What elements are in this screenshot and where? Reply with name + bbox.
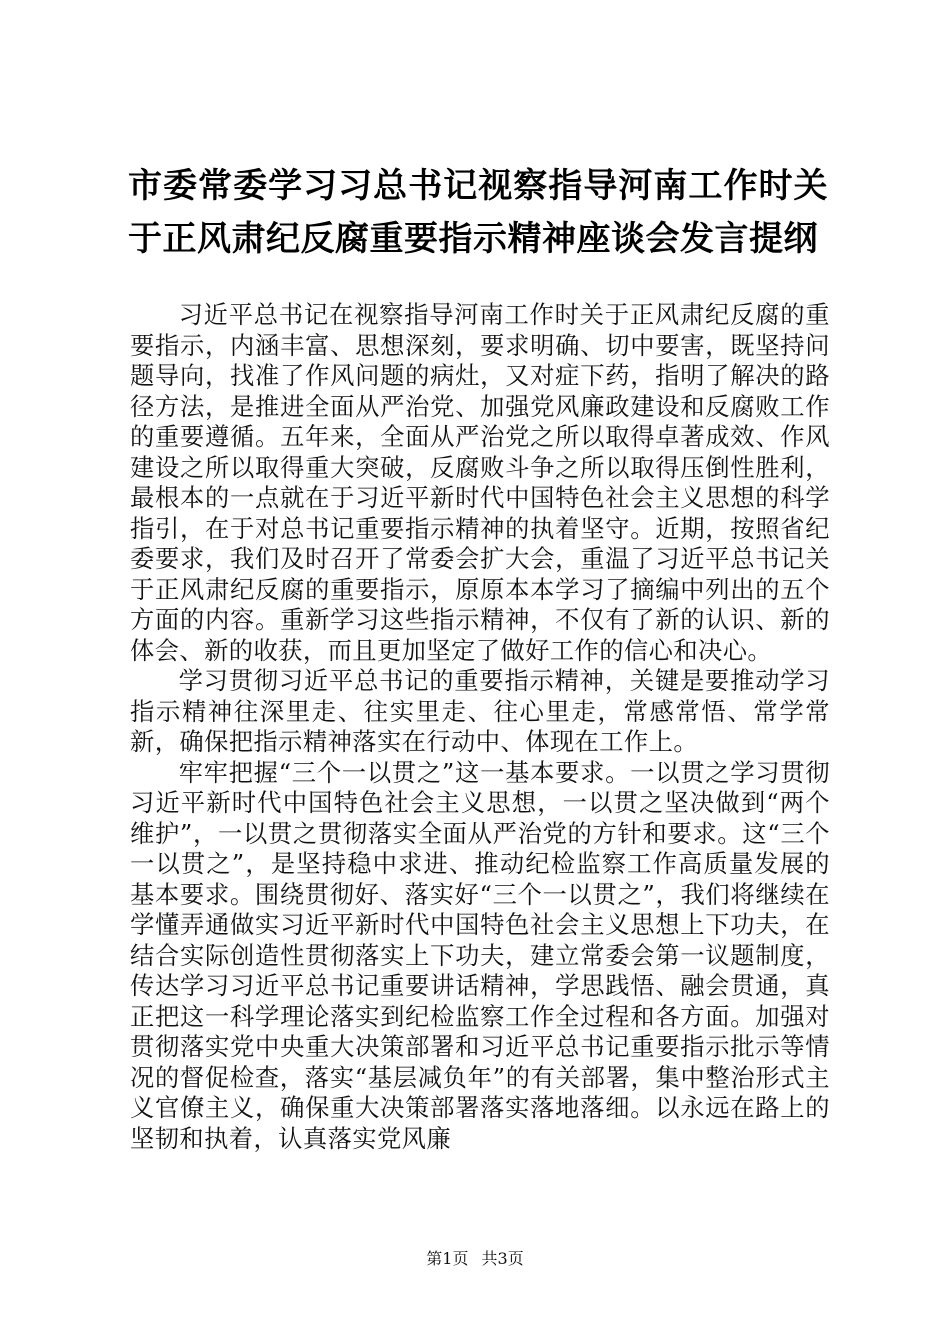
document-body [130, 300, 830, 1154]
document-title: 市委常委学习习总书记视察指导河南工作时关于正风肃纪反腐重要指示精神座谈会发言提纲 [128, 166, 828, 259]
paragraph-2: 学习贯彻习近平总书记的重要指示精神，关键是要推动学习指示精神往深里走、往实里走、往心里走，常感常悟、常学常新，确保把指示精神落实在行动中、体现在工作上。 [130, 666, 830, 756]
page-number: 第1页 [426, 1249, 469, 1268]
paragraph-1: 习近平总书记在视察指导河南工作时关于正风肃纪反腐的重要指示，内涵丰富、思想深刻，要求明确、切中要害，既坚持问题导向，找准了作风问题的病灶，又对症下药，指明了解决的路径方法，是推进全面从严治党、加强党风廉政建设和反腐败工作的重要遵循。五年来，全面从严治党之所以取得卓著成效、作风建设之所以取得重大突破，反腐败斗争之所以取得压倒性胜利，最根本的一点就在于习近平新时代中国特色社会主义思想的科学指引，在于对总书记重要指示精神的执着坚守。近期，按照省纪委要求，我们及时召开了常委会扩大会，重温了习近平总书记关于正风肃纪反腐的重要指示，原原本本学习了摘编中列出的五个方面的内容。重新学习这些指示精神，不仅有了新的认识、新的体会、新的收获，而且更加坚定了做好工作的信心和决心。 [130, 300, 830, 665]
page-footer [0, 1246, 950, 1269]
paragraph-3: 牢牢把握“三个一以贯之”这一基本要求。一以贯之学习贯彻习近平新时代中国特色社会主义思想，一以贯之坚决做到“两个维护”，一以贯之贯彻落实全面从严治党的方针和要求。这“三个一以贯之”，是坚持稳中求进、推动纪检监察工作高质量发展的基本要求。围绕贯彻好、落实好“三个一以贯之”，我们将继续在学懂弄通做实习近平新时代中国特色社会主义思想上下功夫，在结合实际创造性贯彻落实上下功夫，建立常委会第一议题制度，传达学习习近平总书记重要讲话精神，学思践悟、融会贯通，真正把这一科学理论落实到纪检监察工作全过程和各方面。加强对贯彻落实党中央重大决策部署和习近平总书记重要指示批示等情况的督促检查，落实“基层减负年”的有关部署，集中整治形式主义官僚主义，确保重大决策部署落实落地落细。以永远在路上的坚韧和执着，认真落实党风廉 [130, 757, 830, 1153]
page-total: 共3页 [481, 1249, 524, 1268]
